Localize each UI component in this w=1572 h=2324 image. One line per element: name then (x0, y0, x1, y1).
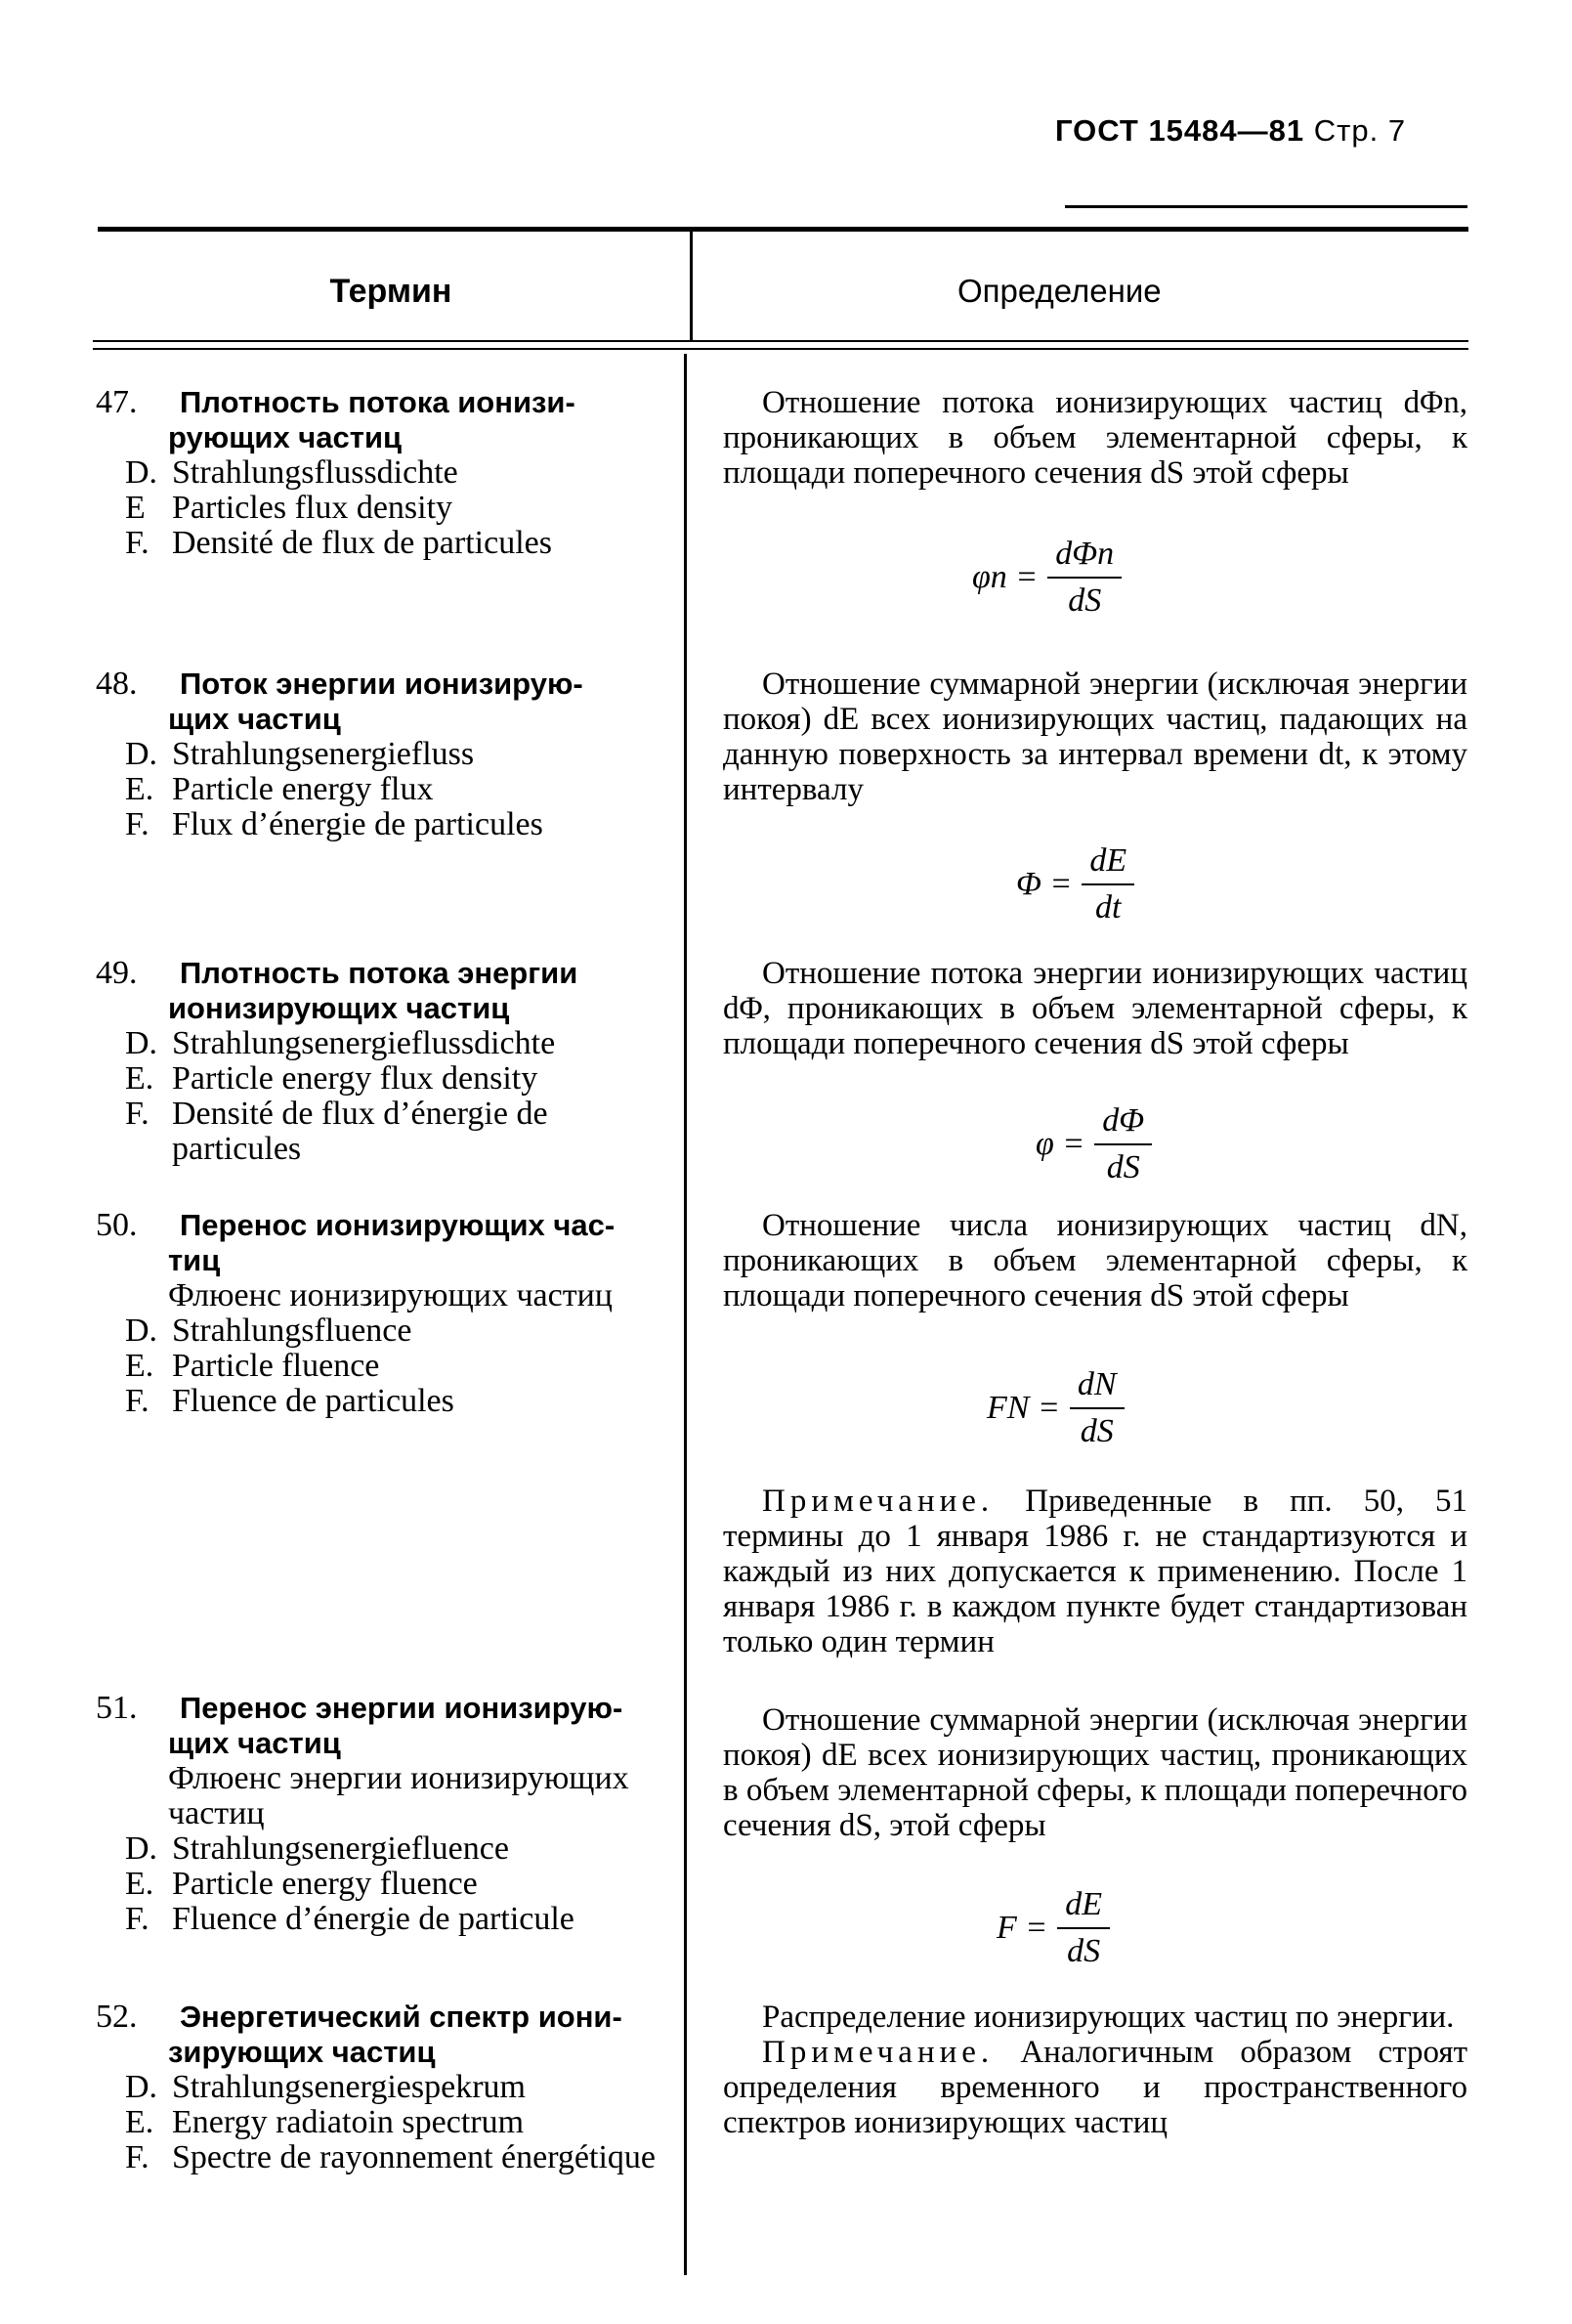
term-ru: Плотность потока ионизи- (180, 385, 575, 419)
definition-text: Отношение потока энергии ионизирующих частиц dΦ, проникающих в объем элементарной сферы, к площади поперечного сечения dS этой сферы (723, 956, 1467, 1061)
definition-text: Отношение суммарной энергии (исключая энергии покоя) dE всех ионизирующих частиц, проникающих в объем элементарной сферы, к площади поперечного сечения dS, этой сферы (723, 1702, 1467, 1843)
table-body-divider (684, 354, 687, 2275)
fraction-bar (1094, 1143, 1152, 1145)
term-fr: Fluence d’énergie de particule (172, 1901, 574, 1937)
term-ru: Поток энергии ионизирую- (180, 667, 583, 701)
term-47: 47. Плотность потока ионизи- рующих частиц D. Strahlungsflussdichte E Particles flux density F. Densité de flux de particules (96, 385, 672, 561)
term-ru: Энергетический спектр иони- (180, 2000, 622, 2034)
term-de: Strahlungsenergiefluss (172, 736, 475, 772)
formula-lhs: F = (997, 1910, 1048, 1946)
definition-47 (723, 385, 1467, 491)
header-rule (1065, 205, 1467, 208)
formula-denominator: dS (1068, 582, 1102, 619)
term-ru-cont: тиц (168, 1243, 221, 1277)
term-ru: Перенос ионизирующих час- (180, 1208, 616, 1242)
term-51: 51. Перенос энергии ионизирую- щих частиц Флюенс энергии ионизирующих частиц D. Strahlungsenergiefluence E. Particle energy fluence F. Fluence d’énergie de particule (96, 1691, 672, 1937)
term-en: Particle energy fluence (172, 1866, 478, 1902)
term-de: Strahlungsenergiespekrum (172, 2069, 526, 2105)
term-ru-cont: зирующих частиц (168, 2035, 436, 2069)
formula-denominator: dt (1094, 889, 1122, 925)
term-en: Particles flux density (172, 490, 453, 526)
term-en: Particle energy flux (172, 771, 434, 807)
formula-lhs: Φ = (1016, 866, 1073, 902)
note-50 (723, 1484, 1467, 1659)
definition-text: Отношение числа ионизирующих частиц dN, проникающих в объем элементарной сферы, к площади поперечного сечения dS этой сферы (723, 1208, 1467, 1313)
fraction-bar (1047, 577, 1122, 579)
definition-48 (723, 667, 1467, 807)
term-ru-cont: ионизирующих частиц (168, 991, 510, 1025)
term-number: 52. (96, 1999, 138, 2035)
formula-lhs: FN = (987, 1390, 1060, 1426)
term-50: 50. Перенос ионизирующих час- тиц Флюенс ионизирующих частиц D. Strahlungsfluence E. Particle fluence F. Fluence de particules (96, 1208, 672, 1419)
term-fr: Flux d’énergie de particules (172, 806, 543, 842)
term-synonym: Флюенс энергии ионизирующих частиц (168, 1760, 629, 1831)
standard-number: ГОСТ 15484—81 (1055, 113, 1305, 148)
definition-51 (723, 1702, 1467, 1843)
term-ru-cont: щих частиц (168, 1726, 341, 1760)
table-top-rule (98, 227, 1468, 232)
term-number: 47. (96, 384, 138, 420)
term-fr: Fluence de particules (172, 1383, 454, 1419)
formula-numerator: dE (1065, 1886, 1102, 1922)
formula-numerator: dΦ (1102, 1102, 1145, 1139)
term-de: Strahlungsenergiefluence (172, 1830, 509, 1867)
formula-numerator: dE (1089, 842, 1127, 879)
term-ru-cont: рующих частиц (168, 420, 403, 454)
note-text: Приведенные в пп. 50, 51 термины до 1 января 1986 г. не стандартизуются и каждый из них допускается к применению. После 1 января 1986 г. в каждом пункте будет стандартизован только один термин (723, 1484, 1468, 1659)
page-number: Стр. 7 (1313, 113, 1407, 148)
note-label: Примечание. (762, 1484, 995, 1519)
term-ru: Плотность потока энергии (180, 956, 578, 990)
term-number: 49. (96, 955, 138, 991)
term-49: 49. Плотность потока энергии ионизирующих частиц D. Strahlungsenergieflussdichte E. Particle energy flux density F. Densité de flux d’énergie de particules (96, 956, 672, 1167)
term-fr: Densité de flux d’énergie de particules (172, 1096, 548, 1167)
term-fr: Spectre de rayonnement énergétique (172, 2139, 656, 2175)
formula-denominator: dS (1106, 1149, 1140, 1185)
table-head-divider (690, 232, 693, 340)
table-head-rule-2 (93, 348, 1468, 350)
term-number: 48. (96, 666, 138, 702)
formula-51 (997, 1886, 1110, 1970)
formula-lhs: φ = (1036, 1126, 1085, 1162)
fraction-bar (1082, 883, 1134, 885)
formula-lhs: φn = (972, 559, 1039, 595)
note-label: Примечание. (762, 2035, 995, 2070)
formula-49 (1036, 1102, 1152, 1186)
definition-49 (723, 956, 1467, 1061)
formula-numerator: dΦn (1055, 536, 1115, 572)
term-number: 51. (96, 1690, 138, 1726)
page-header (1055, 113, 1406, 149)
formula-denominator: dS (1080, 1413, 1114, 1449)
table-head-rule-1 (93, 340, 1468, 342)
column-header-definition: Определение (957, 273, 1162, 309)
formula-50 (987, 1366, 1125, 1450)
term-number: 50. (96, 1207, 138, 1243)
definition-text: Распределение ионизирующих частиц по энергии. (762, 2000, 1455, 2035)
term-de: Strahlungsfluence (172, 1313, 412, 1349)
term-en: Energy radiatoin spectrum (172, 2104, 525, 2140)
term-en: Particle fluence (172, 1348, 380, 1384)
fraction-bar (1070, 1407, 1125, 1409)
term-synonym: Флюенс ионизирующих частиц (168, 1277, 613, 1313)
column-header-term: Термин (329, 273, 452, 310)
term-ru: Перенос энергии ионизирую- (180, 1691, 623, 1725)
definition-text: Отношение потока ионизирующих частиц dΦn, проникающих в объем элементарной сферы, к площади поперечного сечения dS этой сферы (723, 385, 1467, 491)
term-52: 52. Энергетический спектр иони- зирующих частиц D. Strahlungsenergiespekrum E. Energy radiatoin spectrum F. Spectre de rayonnement énergétique (96, 2000, 672, 2175)
definition-text: Отношение суммарной энергии (исключая энергии покоя) dE всех ионизирующих частиц, падающих на данную поверхность за интервал времени dt, к этому интервалу (723, 667, 1467, 807)
definition-52 (723, 2000, 1467, 2140)
formula-denominator: dS (1067, 1933, 1101, 1969)
formula-numerator: dN (1077, 1366, 1117, 1402)
note-text: Аналогичным образом строят определения временного и пространственного спектров ионизирующих частиц (723, 2035, 1467, 2140)
definition-50 (723, 1208, 1467, 1313)
term-de: Strahlungsenergieflussdichte (172, 1025, 556, 1061)
term-en: Particle energy flux density (172, 1060, 538, 1097)
term-48: 48. Поток энергии ионизирую- щих частиц D. Strahlungsenergiefluss E. Particle energy flux F. Flux d’énergie de particules (96, 667, 672, 842)
formula-48 (1016, 842, 1134, 926)
term-de: Strahlungsflussdichte (172, 454, 458, 491)
formula-47 (972, 536, 1122, 620)
fraction-bar (1057, 1927, 1110, 1929)
term-ru-cont: щих частиц (168, 702, 341, 736)
term-fr: Densité de flux de particules (172, 525, 552, 561)
